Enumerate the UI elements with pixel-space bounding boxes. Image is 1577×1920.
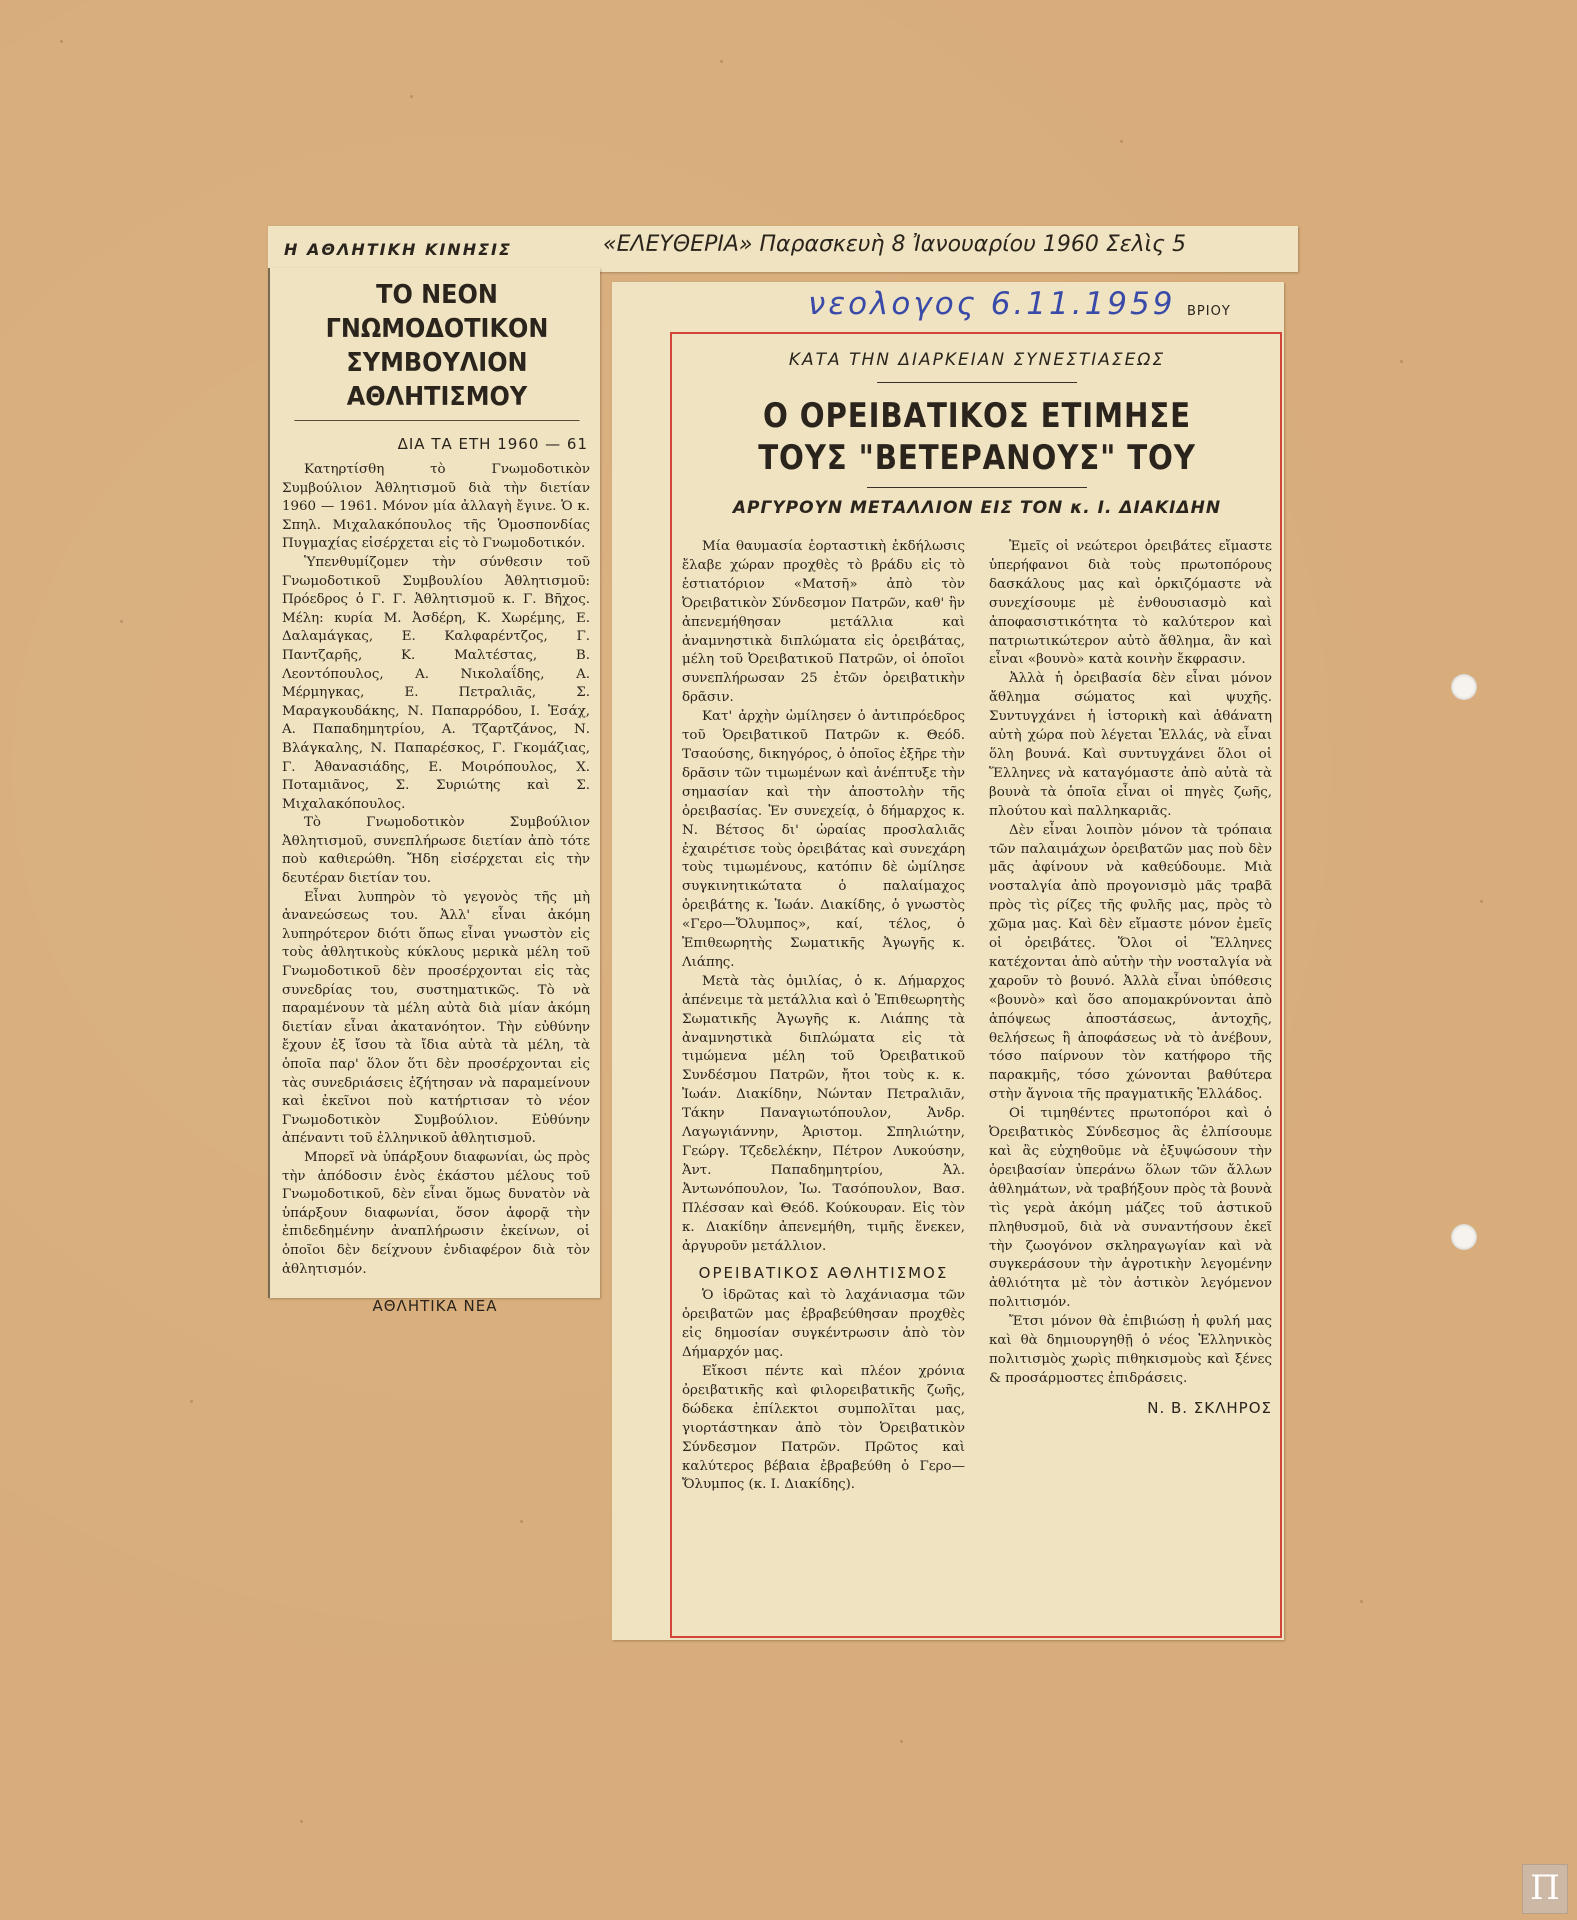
left-article-body [282, 461, 590, 1279]
archive-logo-icon: Π [1522, 1864, 1568, 1914]
article-columns [682, 538, 1272, 1495]
paragraph: Ἔτσι μόνον θὰ ἐπιβιώσῃ ἡ φυλή μας καὶ θὰ δημιουργηθῇ ὁ νέος Ἑλληνικὸς πολιτισμὸς χωρὶς πιθηκισμοὺς καὶ ξένες & προσάρμοστες ἐπιδράσεις. [989, 1314, 1272, 1386]
handwritten-note: νεολογος 6.11.1959 [808, 286, 1176, 322]
paragraph: Ὑπενθυμίζομεν τὴν σύνθεσιν τοῦ Γνωμοδοτικοῦ Συμβουλίου Ἀθλητισμοῦ: Πρόεδρος ὁ Γ. Γ. Ἀθλητισμοῦ κ. Γ. Βῆχος. Μέλη: κυρία Μ. Ἀσδέρη, Κ. Χωρέμης, Ε. Δαλαμάγκας, Ε. Καλφαρέντζος, Γ. Παντζαρῆς, Κ. Μαλτέστας, Β. Λεοντόπουλος, Α. Νικολαΐδης, Α. Μέρμηγκας, Ε. Πετραλιᾶς, Σ. Μαραγκουδάκης, Ν. Παπαρρόδου, Ι. Ἐσάχ, Α. Παπαδημητρίου, Α. Τζαρτζάνος, Ν. Βλάγκαλης, Ν. Παπαρέσκος, Γ. Γκομάζιας, Γ. Ἀθανασιάδης, Ε. Μοιρόπουλος, Χ. Ποταμιᾶνος, Σ. Συριώτης καὶ Σ. Μιχαλακόπουλος. [282, 554, 590, 812]
column-left [682, 538, 965, 1495]
paragraph: Τὸ Γνωμοδοτικὸν Συμβούλιον Ἀθλητισμοῦ, συνεπλήρωσε διετίαν ἀπὸ τότε ποὺ καθιερώθη. Ἤδη εἰσέρχεται εἰς τὴν δευτέραν διετίαν του. [282, 815, 590, 887]
column-subheading: ΟΡΕΙΒΑΤΙΚΟΣ ΑΘΛΗΤΙΣΜΟΣ [698, 1264, 949, 1283]
paper-speck [900, 1740, 903, 1743]
paper-speck [1360, 1600, 1363, 1603]
paper-speck [410, 95, 413, 98]
punch-hole [1451, 1224, 1477, 1250]
headline-line-1: Ο ΟΡΕΙΒΑΤΙΚΟΣ ΕΤΙΜΗΣΕ [763, 396, 1191, 436]
paragraph: Οἱ τιμηθέντες πρωτοπόροι καὶ ὁ Ὀρειβατικὸς Σύνδεσμος ἂς ἐλπίσουμε καὶ ἂς εὐχηθοῦμε νὰ ἐξυψώσουν τὴν ὀρειβασίαν ὑπεράνω ὅλων τῶν ἄλλων ἀθλημάτων, νὰ τραβήξουν πρὸς τὰ βουνὰ τὶς γερὰ ἀκόμη μάζες τοῦ ἀστικοῦ πληθυσμοῦ, διὰ νὰ συναντήσουν ἐκεῖ τὴν ζωογόνον σκληραγωγίαν καὶ νὰ συγκεράσουν τὴν ἀγροτικὴν λεγομένην ἀθλιότητα μὲ τὸν ἀστικὸν λεγόμενον πολιτισμόν. [989, 1106, 1272, 1311]
section-label: Η ΑΘΛΗΤΙΚΗ ΚΙΝΗΣΙΣ [284, 240, 512, 259]
left-article-source: ΑΘΛΗΤΙΚΑ ΝΕΑ [372, 1297, 498, 1316]
column-right [989, 538, 1272, 1495]
left-article-title: ΤΟ ΝΕΟΝ ΓΝΩΜΟΔΟΤΙΚΟΝ ΣΥΜΒΟΥΛΙΟΝ ΑΘΛΗΤΙΣΜΟΥ [294, 278, 579, 421]
divider [867, 487, 1087, 488]
paper-speck [60, 40, 63, 43]
paragraph: Δὲν εἶναι λοιπὸν μόνον τὰ τρόπαια τῶν παλαιμάχων ὀρειβατῶν μας ποὺ δὲν μᾶς ἀφίνουν νὰ καθεύδουμε. Μιὰ νοσταλγία ἀπὸ προγονισμὸ μᾶς τραβᾶ πρὸς τὶς ρίζες τῆς φυλῆς μας, πρὸς τὸ χῶμα μας. Καὶ δὲν εἴμαστε μόνον ἐμεῖς οἱ ὀρειβάτες. Ὅλοι οἱ Ἕλληνες κατέχονται ἀπὸ αὐτὴν τὴν νοσταλγία νὰ χαροῦν τὸ βουνό. Ἀλλὰ εἶναι ὑπόθεσις «βουνὸ» καὶ ὅσο απομακρύνονται ἀπὸ ἀπόψεως ἀποστάσεως, ἀντοχῆς, θελήσεως ἢ ἀποφάσεως νὰ τὸ ἀνέβουν, τόσο παίρνουν τὸν κατήφορο τῆς παρακμῆς, τόσο χώνονται βαθύτερα στὴν ἄγνοια τῆς πραγματικῆς Ἑλλάδος. [989, 822, 1272, 1103]
paragraph: Μπορεῖ νὰ ὑπάρξουν διαφωνίαι, ὡς πρὸς τὴν ἀπόδοσιν ἑνὸς ἑκάστου μέλους τοῦ Γνωμοδοτικοῦ, δὲν εἶναι ὅμως δυνατὸν νὰ ὑπάρξουν διαφωνίαι, ὅσον ἀφορᾷ τὴν ἐπιδεδημένην ἀναπλήρωσιν ἐκείνων, οἱ ὁποῖοι δὲν δείχνουν ἐνδιαφέρον διὰ τὸν ἀθλητισμόν. [282, 1149, 590, 1277]
paragraph: Μετὰ τὰς ὁμιλίας, ὁ κ. Δήμαρχος ἀπένειμε τὰ μετάλλια καὶ ὁ Ἐπιθεωρητὴς Σωματικῆς Ἀγωγῆς κ. Λιάπης τὰ ἀναμνηστικὰ διπλώματα εἰς τὰ τιμώμενα μέλη τοῦ Ὀρειβατικοῦ Συνδέσμου Πατρῶν, ἤτοι τοὺς κ. κ. Ἰωάν. Διακίδην, Νώνταν Πετραλιᾶν, Τάκην Παναγιωτόπουλον, Ἀνδρ. Λαγωγιάννην, Ἀριστομ. Σπηλιώτην, Γεώργ. Τζεδελέκην, Πέτρον Λυκούσην, Ἀντ. Παπαδημητρίου, Ἀλ. Ἀντωνόπουλον, Ἰω. Τασόπουλον, Βασ. Πλέσσαν καὶ Θεόδ. Κούκουραν. Εἰς τὸν κ. Διακίδην ἀπενεμήθη, τιμῆς ἕνεκεν, ἀργυροῦν μετάλλιον. [682, 973, 965, 1254]
paper-speck [300, 1820, 303, 1823]
paper-speck [1480, 900, 1483, 903]
paragraph: Εἶναι λυπηρὸν τὸ γεγονὸς τῆς μὴ ἀνανεώσεως του. Ἀλλ' εἶναι ἀκόμη λυπηρότερον διότι ὅπως εἶναι γνωστὸν εἰς τοὺς ἀθλητικοὺς κύκλους μερικὰ μέλη τοῦ Γνωμοδοτικοῦ δὲν προσέρχονται εἰς τὰς συνεδρίας του, συστηματικῶς. Τὸ νὰ παραμένουν τὰ μέλη αὐτὰ διὰ μίαν ἀκόμη διετίαν εἶναι ἀκατανόητον. Τὴν εὐθύνην ἔχουν ἐξ ἴσου τὰ ἴδια αὐτὰ τὰ μέλη, τὰ ὁποῖα παρ' ὅλον ὅτι δὲν προσέρχονται εἰς τὰς συνεδριάσεις ἐζήτησαν νὰ παραμείνουν καὶ ἐκεῖνοι ποὺ κατήρτισαν τὸ νέον Γνωμοδοτικὸν Συμβούλιον. Εὐθύνην ἀπέναντι τοῦ ἑλληνικοῦ ἀθλητισμοῦ. [282, 889, 590, 1147]
paragraph: Κατηρτίσθη τὸ Γνωμοδοτικὸν Συμβούλιον Ἀθλητισμοῦ διὰ τὴν διετίαν 1960 — 1961. Μόνον μία ἀλλαγὴ ἔγινε. Ὁ κ. Σπηλ. Μιχαλακόπουλος τῆς Ὁμοσπονδίας Πυγμαχίας εἰσέρχεται εἰς τὸ Γνωμοδοτικόν. [282, 462, 590, 552]
article-subhead: ΑΡΓΥΡΟΥΝ ΜΕΤΑΛΛΙΟΝ ΕΙΣ ΤΟΝ κ. Ι. ΔΙΑΚΙΔΗΝ [732, 498, 1222, 518]
paragraph: Εἴκοσι πέντε καὶ πλέον χρόνια ὀρειβατικῆς καὶ φιλορειβατικῆς ζωῆς, δώδεκα ἐπίλεκτοι συμπολῖται μας, γιορτάστηκαν ἀπὸ τὸν Ὀρειβατικὸν Σύνδεσμον Πατρῶν. Πρῶτος καὶ καλύτερος βέβαια ἐβραβεύθη ὁ Γερο—Ὄλυμπος (κ. Ι. Διακίδης). [682, 1363, 965, 1493]
article-kicker: ΚΑΤΑ ΤΗΝ ΔΙΑΡΚΕΙΑΝ ΣΥΝΕΣΤΙΑΣΕΩΣ [788, 350, 1166, 370]
paper-speck [120, 620, 123, 623]
paper-speck [190, 1400, 193, 1403]
headline-line-2: ΤΟΥΣ "ΒΕΤΕΡΑΝΟΥΣ" ΤΟΥ [758, 438, 1196, 478]
paragraph: Ὁ ἱδρῶτας καὶ τὸ λαχάνιασμα τῶν ὀρειβατῶν μας ἐβραβεύθησαν προχθὲς εἰς δημοσίαν συγκέντρωσιν ἀπὸ τὸν Δήμαρχόν μας. [682, 1288, 965, 1361]
paragraph: Κατ' ἀρχὴν ὡμίλησεν ὁ ἀντιπρόεδρος τοῦ Ὀρειβατικοῦ Πατρῶν κ. Θεόδ. Τσαούσης, δικηγόρος, ὁ ὁποῖος ἐξῆρε τὴν δρᾶσιν τῶν τιμωμένων καὶ ἀνέπτυξε τὴν σημασίαν καὶ τὴν ἀποστολὴν τῆς ὀρειβασίας. Ἐν συνεχείᾳ, ὁ δήμαρχος κ. Ν. Βέτσος δι' ὡραίας προσλαλιᾶς ἐχαιρέτισε τοὺς ὀρειβάτας καὶ συνεχάρη τοὺς τιμωμένους, κατόπιν δὲ ὡμίλησε συγκινητικώτατα ὁ παλαίμαχος ὀρειβάτης κ. Ἰωάν. Διακίδης, ὁ γνωστὸς «Γερο—Ὄλυμπος», καί, τέλος, ὁ Ἐπιθεωρητὴς Σωματικῆς Ἀγωγῆς κ. Λιάπης. [682, 709, 965, 970]
paper-speck [1400, 360, 1403, 363]
left-clipping [268, 268, 600, 1316]
left-article-subtitle: ΔΙΑ ΤΑ ΕΤΗ 1960 — 61 [397, 435, 588, 453]
right-clipping [612, 282, 1284, 1640]
masthead-fragment: ΒΡΙΟΥ [1187, 304, 1231, 319]
author-signature: Ν. Β. ΣΚΛΗΡΟΣ [1147, 1398, 1272, 1417]
divider [877, 382, 1077, 383]
right-article [682, 340, 1272, 1495]
punch-hole [1451, 674, 1477, 700]
paragraph: Ἐμεῖς οἱ νεώτεροι ὀρειβάτες εἴμαστε ὑπερήφανοι διὰ τοὺς πρωτοπόρους δασκάλους μας καὶ ὁρκιζόμαστε νὰ συνεχίσουμε μὲ ἐνθουσιασμὸ καὶ ἀποφασιστικότητα τὸ καλύτερον καὶ πατριωτικώτερον αὐτὸ ἄθλημα, ἂν καὶ εἶναι «βουνὸ» κατὰ κοινὴν ἔκφρασιν. [989, 539, 1272, 668]
newspaper-header-strip [268, 226, 1298, 272]
paper-speck [1120, 140, 1123, 143]
paper-speck [720, 60, 723, 63]
paragraph: Μία θαυμασία ἑορταστικὴ ἐκδήλωσις ἔλαβε χώραν προχθὲς τὸ βράδυ εἰς τὸ ἑστιατόριον «Ματσῆ» ἀπὸ τὸν Ὀρειβατικὸν Σύνδεσμον Πατρῶν, καθ' ἣν ἀπενεμήθησαν μετάλλια καὶ ἀναμνηστικὰ διπλώματα εἰς ὀρειβάτας, μέλη τοῦ Ὀρειβατικοῦ Πατρῶν, οἱ ὁποῖοι συνεπλήρωσαν 25 ἐτῶν ὀρειβατικὴν δρᾶσιν. [682, 539, 965, 706]
paragraph: Ἀλλὰ ἡ ὀρειβασία δὲν εἶναι μόνον ἄθλημα σώματος καὶ ψυχῆς. Συντυγχάνει ἡ ἱστορικὴ καὶ ἀθάνατη αὐτὴ χώρα ποὺ λέγεται Ἑλλάς, νὰ εἶναι ὅλη βουνά. Καὶ συντυγχάνει ὅλοι οἱ Ἕλληνες νὰ καταγόμαστε ἀπὸ αὐτὰ τὰ βουνὰ τὰ ὁποῖα εἶναι οἱ πηγὲς ζωῆς, πλούτου καὶ παλληκαριᾶς. [989, 671, 1272, 819]
paper-speck [520, 1520, 523, 1523]
masthead-strip [612, 282, 1284, 334]
newspaper-date-line: «ΕΛΕΥΘΕΡΙΑ» Παρασκευὴ 8 Ἰανουαρίου 1960 Σελὶς 5 [603, 232, 1186, 257]
